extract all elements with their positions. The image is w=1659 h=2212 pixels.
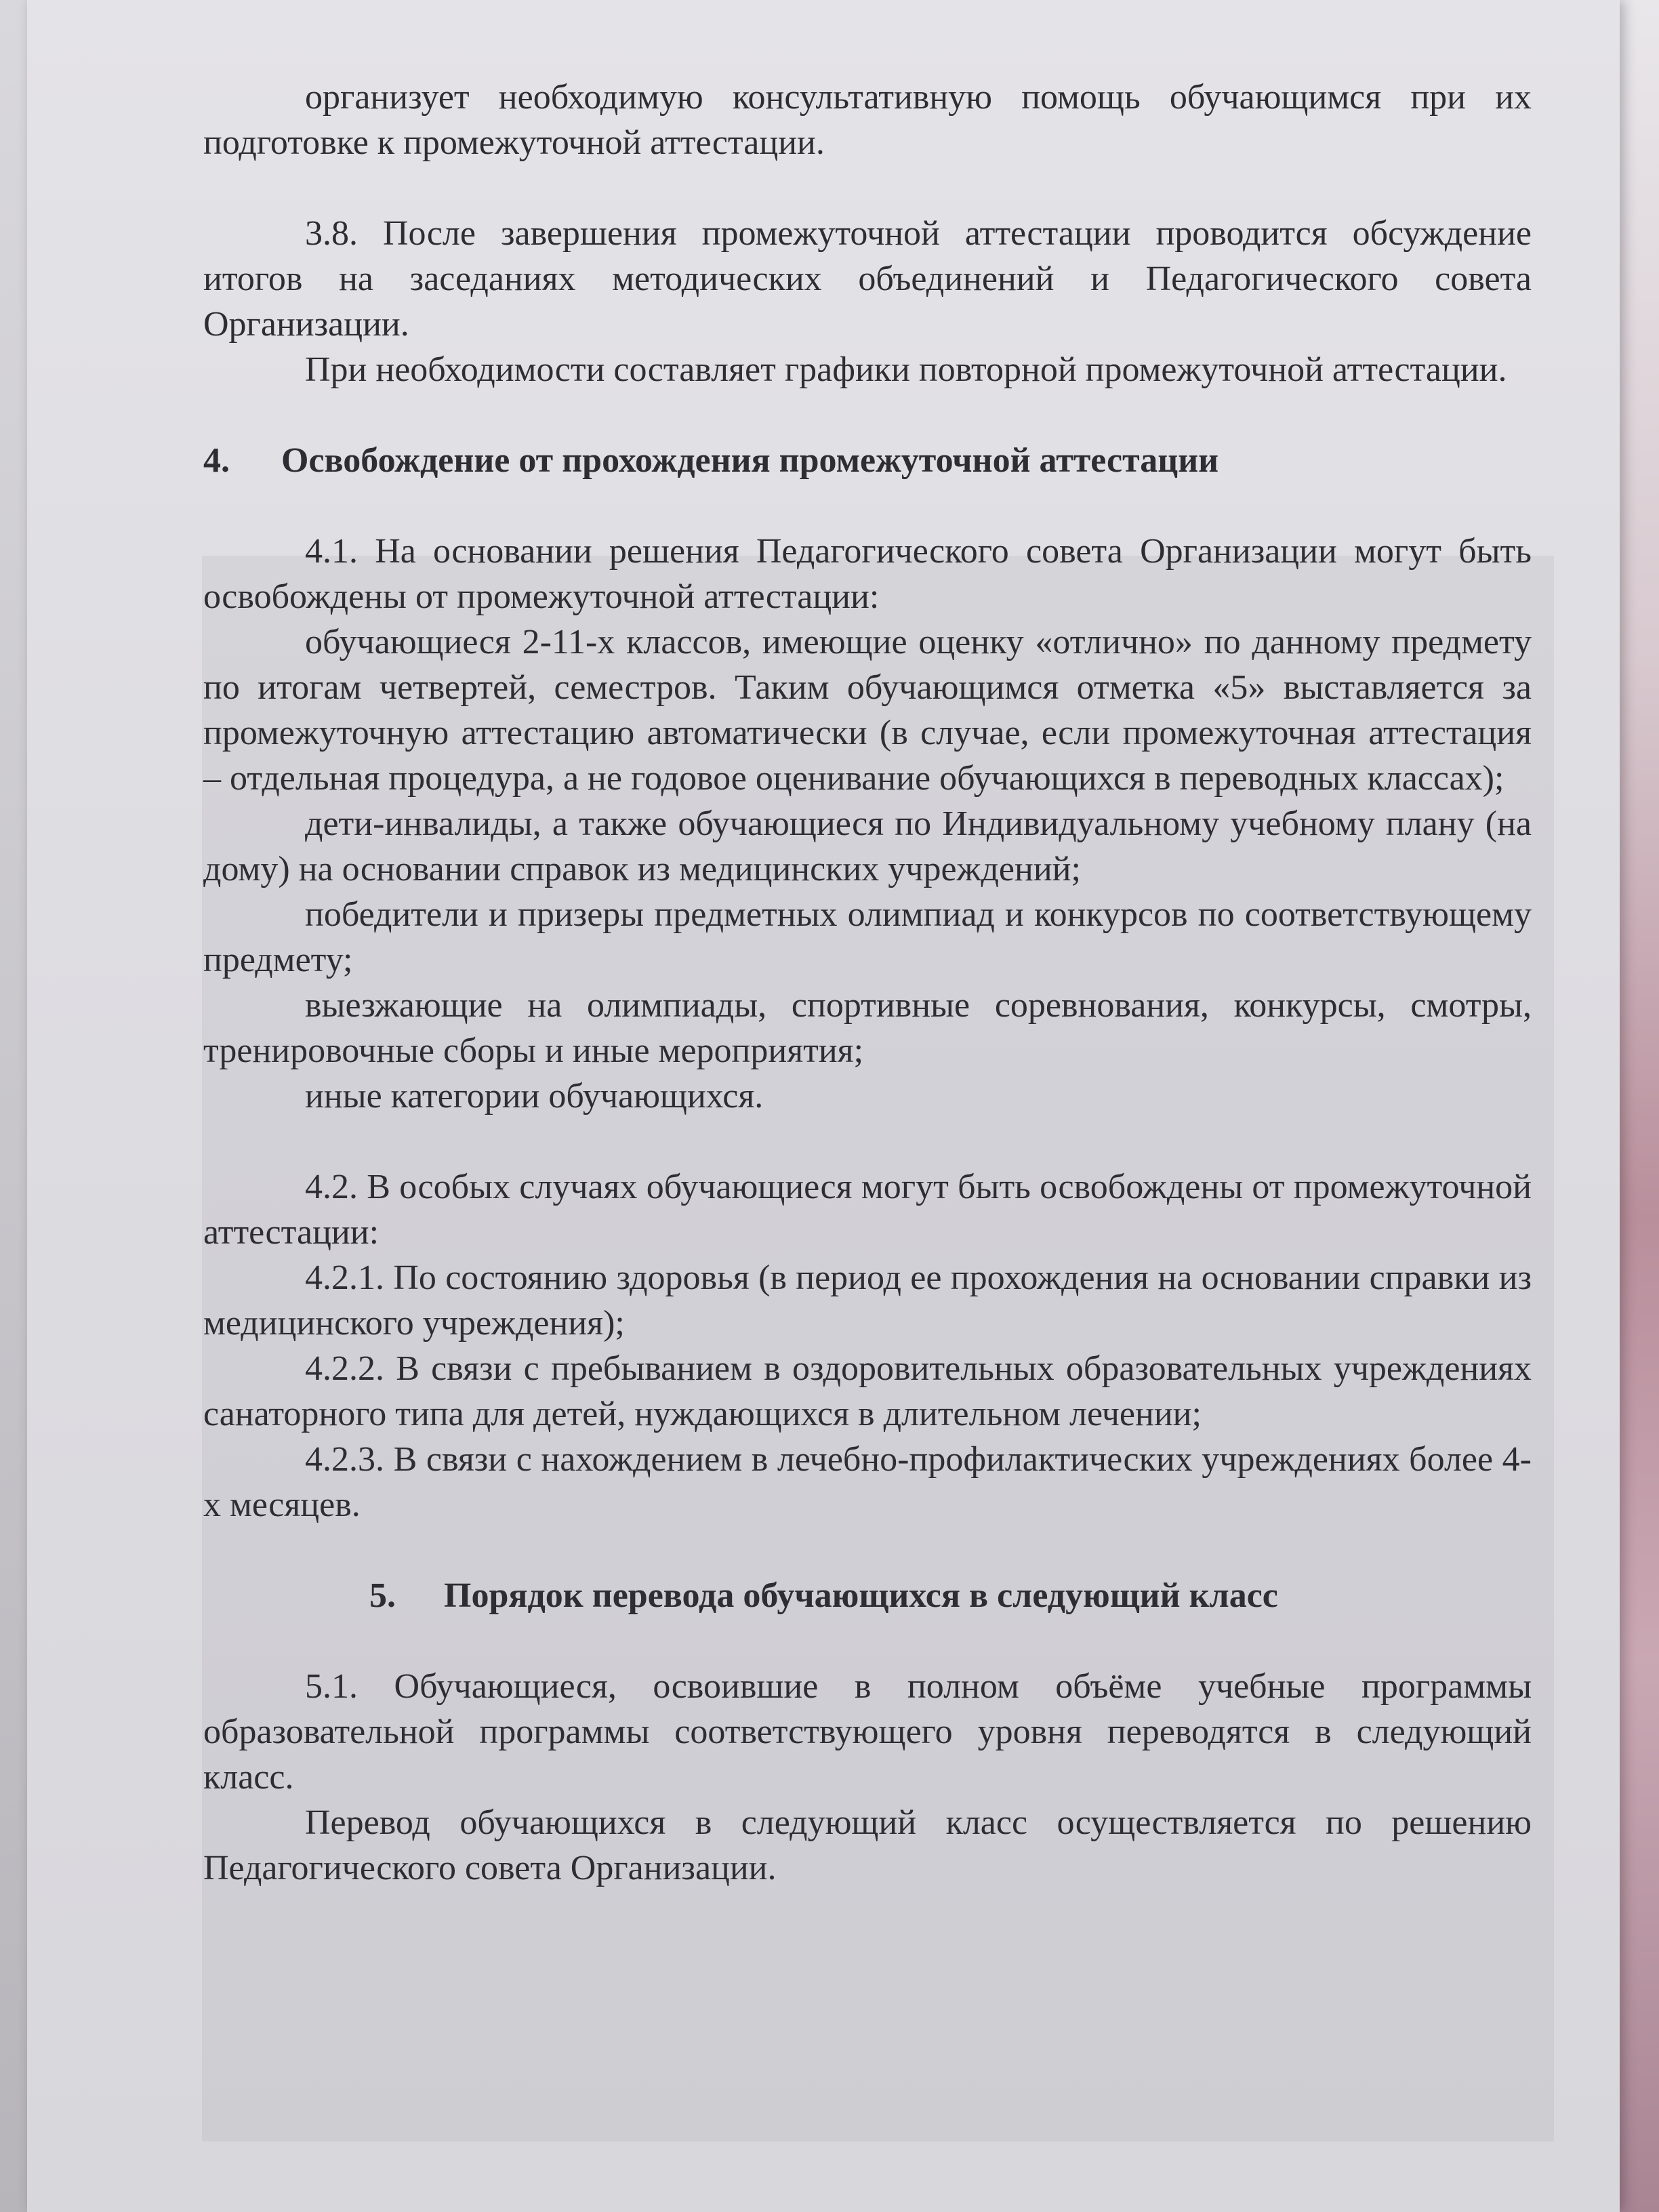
paragraph-4-2-3: 4.2.3. В связи с нахождением в лечебно-профилактических учреждениях более 4-х месяцев. [203, 1440, 1532, 1524]
document-text [203, 75, 1532, 1891]
paragraph-4-2-1: 4.2.1. По состоянию здоровья (в период ее прохождения на основании справки из медицинского учреждения); [203, 1258, 1532, 1343]
list-item: дети-инвалиды, а также обучающиеся по Индивидуальному учебному плану (на дому) на основании справок из медицинских учреждений; [203, 804, 1532, 888]
paragraph-3-8: 3.8. После завершения промежуточной аттестации проводится обсуждение итогов на заседаниях методических объединений и Педагогического совета Организации. [203, 214, 1532, 344]
section-5-title: Порядок перевода обучающихся в следующий класс [444, 1576, 1278, 1615]
paragraph-4-1: 4.1. На основании решения Педагогического совета Организации могут быть освобождены от промежуточной аттестации: [203, 532, 1532, 616]
list-item: победители и призеры предметных олимпиад и конкурсов по соответствующему предмету; [203, 895, 1532, 979]
paragraph-4-2: 4.2. В особых случаях обучающиеся могут быть освобождены от промежуточной аттестации: [203, 1168, 1532, 1252]
section-4-number: 4. [203, 441, 230, 480]
list-item: выезжающие на олимпиады, спортивные соревнования, конкурсы, смотры, тренировочные сборы и иные мероприятия; [203, 986, 1532, 1070]
paragraph-5-1b: Перевод обучающихся в следующий класс осуществляется по решению Педагогического совета Организации. [203, 1803, 1532, 1887]
paragraph-5-1: 5.1. Обучающиеся, освоившие в полном объёме учебные программы образовательной программы соответствующего уровня переводятся в следующий класс. [203, 1667, 1532, 1797]
list-item: обучающиеся 2-11-х классов, имеющие оценку «отлично» по данному предмету по итогам четвертей, семестров. Таким обучающимся отметка «5» выставляется за промежуточную аттестацию автоматически (в случае, если промежуточная аттестация – отдельная процедура, а не годовое оценивание обучающихся в переводных классах); [203, 623, 1532, 798]
section-5-heading [203, 1573, 1532, 1618]
section-4-title: Освобождение от прохождения промежуточной аттестации [281, 441, 1219, 480]
section-5-number: 5. [369, 1576, 396, 1615]
list-item: иные категории обучающихся. [305, 1077, 764, 1115]
section-4-heading [203, 438, 1532, 483]
paragraph-top: организует необходимую консультативную помощь обучающимся при их подготовке к промежуточной аттестации. [203, 78, 1532, 162]
paragraph-3-8b: При необходимости составляет графики повторной промежуточной аттестации. [305, 350, 1507, 389]
paragraph-4-2-2: 4.2.2. В связи с пребыванием в оздоровительных образовательных учреждениях санаторного типа для детей, нуждающихся в длительном лечении; [203, 1349, 1532, 1433]
